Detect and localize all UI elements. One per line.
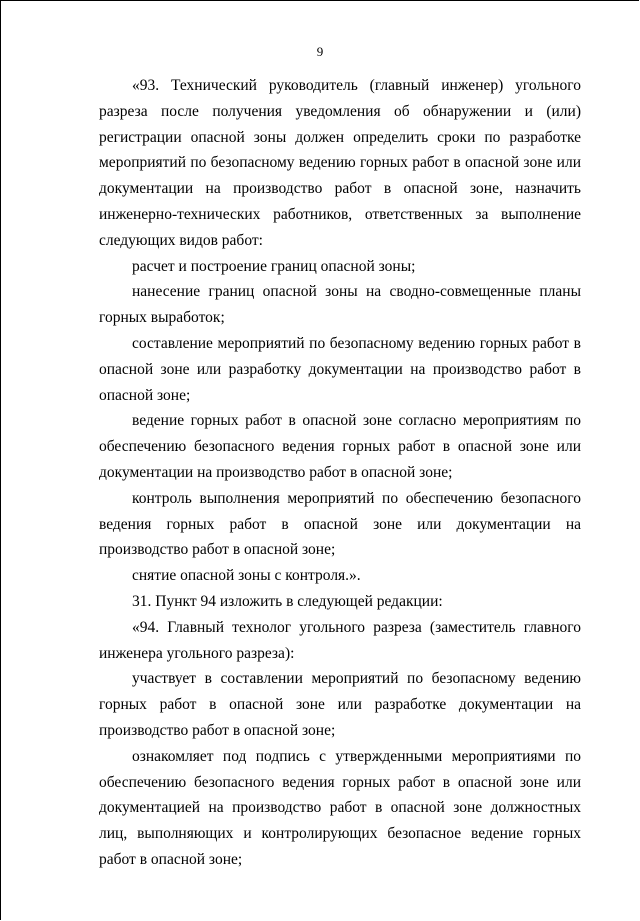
list-item-execution-control: контроль выполнения мероприятий по обеспечению безопасного ведения горных работ в опасной зоне или документации на производство работ в опасной зоне; bbox=[99, 489, 581, 559]
document-body bbox=[99, 73, 581, 873]
page-number: 9 bbox=[316, 44, 324, 59]
list-item-mining-operations: ведение горных работ в опасной зоне согласно мероприятиям по обеспечению безопасного ведения горных работ в опасной зоне или документации на производство работ в опасной зоне; bbox=[99, 412, 581, 481]
list-item-boundary-mapping: нанесение границ опасной зоны на сводно-совмещенные планы горных выработок; bbox=[99, 283, 581, 327]
paragraph-93-intro: «93. Технический руководитель (главный инженер) угольного разреза после получения уведомления об обнаружении и (или) регистрации опасной зоны должен определить сроки по разработке мероприятий по безопасному ведению горных работ в опасной зоне или документации на производство работ в опасной зоне, назначить инженерно-технических работников, ответственных за выполнение следующих видов работ: bbox=[99, 77, 581, 249]
list-item-zone-removal: снятие опасной зоны с контроля.». bbox=[132, 567, 361, 585]
paragraph-31-amendment: 31. Пункт 94 изложить в следующей редакции: bbox=[132, 592, 443, 610]
list-item-familiarization: ознакомляет под подпись с утвержденными мероприятиями по обеспечению безопасного ведения горных работ в опасной зоне или документацией на производство работ в опасной зоне должностных лиц, выполняющих и контролирующих безопасное ведение горных работ в опасной зоне; bbox=[99, 747, 581, 868]
list-item-boundary-calculation: расчет и построение границ опасной зоны; bbox=[132, 257, 416, 275]
paragraph-94-intro: «94. Главный технолог угольного разреза (заместитель главного инженера угольного разреза): bbox=[99, 618, 581, 662]
list-item-measures-drafting: составление мероприятий по безопасному ведению горных работ в опасной зоне или разработку документации на производство работ в опасной зоне; bbox=[99, 334, 581, 404]
list-item-participation: участвует в составлении мероприятий по безопасному ведению горных работ в опасной зоне или разработке документации на производство работ в опасной зоне; bbox=[99, 670, 581, 739]
